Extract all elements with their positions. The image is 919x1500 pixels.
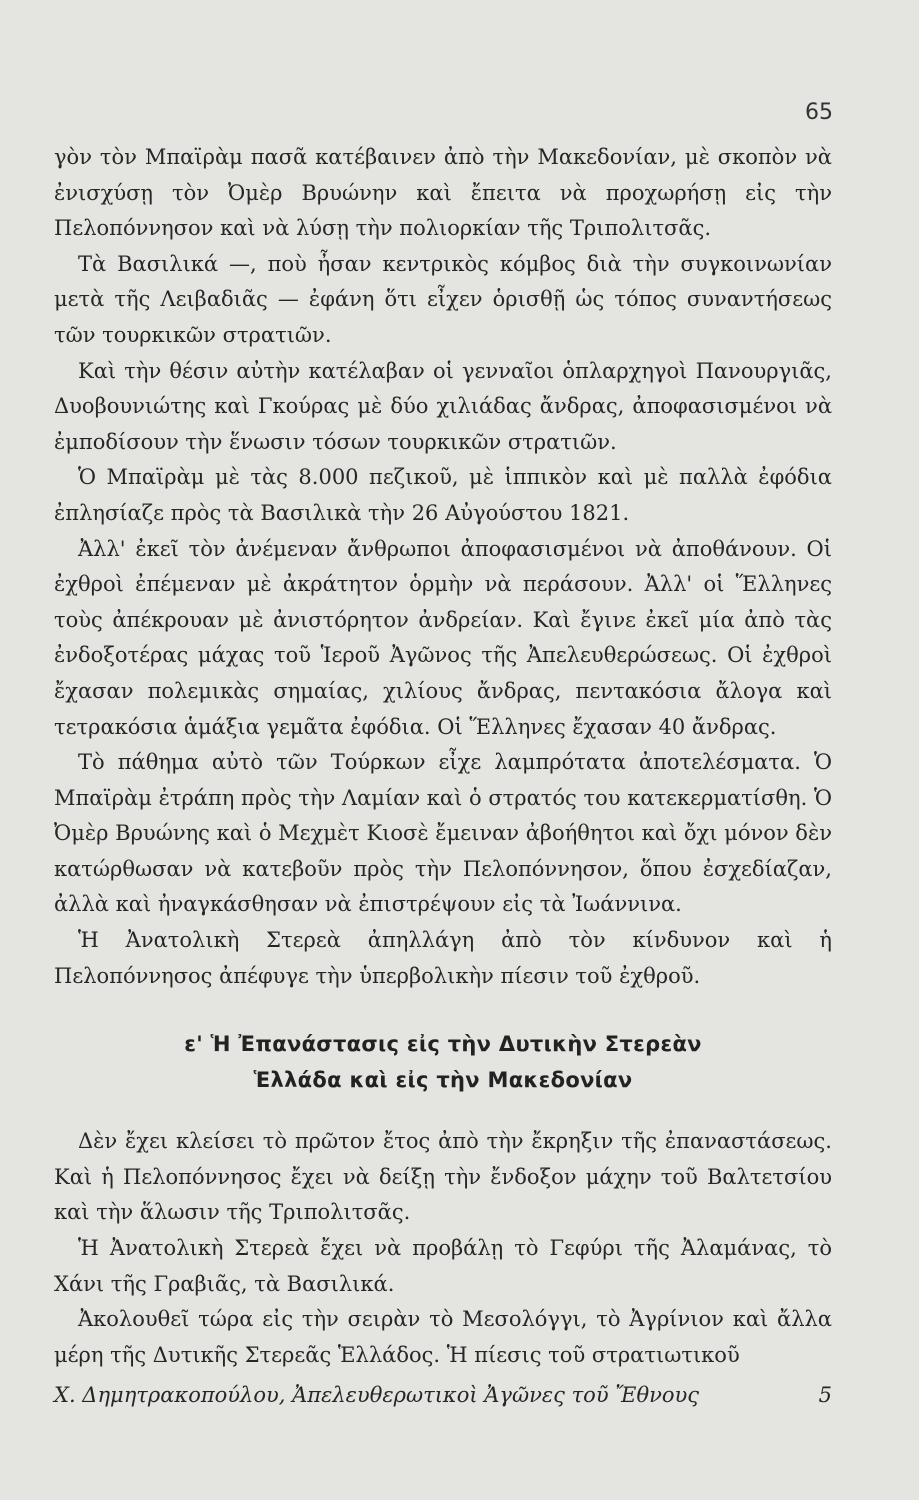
section-e-text: [54, 1124, 832, 1373]
section-heading: [54, 1026, 832, 1098]
paragraph: Τὰ Βασιλικά —, ποὺ ἦσαν κεντρικὸς κόμβος διὰ τὴν συγκοινωνίαν μετὰ τῆς Λειβαδιᾶς — ἐφάνη ὅτι εἶχεν ὁρισθῇ ὡς τόπος συναντήσεως τῶν τουρκικῶν στρατιῶν.: [54, 251, 832, 347]
paragraph: Τὸ πάθημα αὐτὸ τῶν Τούρκων εἶχε λαμπρότατα ἀποτελέσματα. Ὁ Μπαϊρὰμ ἐτράπη πρὸς τὴν Λαμίαν καὶ ὁ στρατός του κατεκερματίσθη. Ὁ Ὀμὲρ Βρυώνης καὶ ὁ Μεχμὲτ Κιοσὲ ἔμειναν ἀβοήθητοι καὶ ὄχι μόνον δὲν κατώρθωσαν νὰ κατεβοῦν πρὸς τὴν Πελοπόννησον, ὅπου ἐσχεδίαζαν, ἀλλὰ καὶ ἠναγκάσθησαν νὰ ἐπιστρέψουν εἰς τὰ Ἰωάννινα.: [54, 750, 832, 917]
paragraph: Καὶ τὴν θέσιν αὐτὴν κατέλαβαν οἱ γενναῖοι ὁπλαρχηγοὶ Πανουργιᾶς, Δυοβουνιώτης καὶ Γκούρας μὲ δύο χιλιάδας ἄνδρας, ἀποφασισμένοι νὰ ἐμποδίσουν τὴν ἕνωσιν τόσων τουρκικῶν στρατιῶν.: [54, 358, 832, 454]
paragraph: Ὁ Μπαϊρὰμ μὲ τὰς 8.000 πεζικοῦ, μὲ ἱππικὸν καὶ μὲ παλλὰ ἐφόδια ἐπλησίαζε πρὸς τὰ Βασιλικὰ τὴν 26 Αὐγούστου 1821.: [54, 465, 832, 525]
page-number: 65: [805, 100, 833, 125]
paragraph: Δὲν ἔχει κλείσει τὸ πρῶτον ἔτος ἀπὸ τὴν ἔκρηξιν τῆς ἐπαναστάσεως. Καὶ ἡ Πελοπόννησος ἔχει νὰ δείξῃ τὴν ἔνδοξον μάχην τοῦ Βαλτετσίου καὶ τὴν ἅλωσιν τῆς Τριπολιτσᾶς.: [54, 1129, 832, 1225]
paragraph: Ἀλλ' ἐκεῖ τὸν ἀνέμεναν ἄνθρωποι ἀποφασισμένοι νὰ ἀποθάνουν. Οἱ ἐχθροὶ ἐπέμεναν μὲ ἀκράτητον ὁρμὴν νὰ περάσουν. Ἀλλ' οἱ Ἕλληνες τοὺς ἀπέκρουαν μὲ ἀνιστόρητον ἀνδρείαν. Καὶ ἔγινε ἐκεῖ μία ἀπὸ τὰς ἐνδοξοτέρας μάχας τοῦ Ἱεροῦ Ἀγῶνος τῆς Ἀπελευθερώσεως. Οἱ ἐχθροὶ ἔχασαν πολεμικὰς σημαίας, χιλίους ἄνδρας, πεντακόσια ἄλογα καὶ τετρακόσια ἁμάξια γεμᾶτα ἐφόδια. Οἱ Ἕλληνες ἔχασαν 40 ἄνδρας.: [54, 536, 832, 739]
signature-mark: 5: [818, 1383, 832, 1408]
footer-citation: Χ. Δημητρακοπούλου, Ἀπελευθερωτικοὶ Ἀγῶνες τοῦ Ἔθνους: [54, 1383, 700, 1408]
body-text: [54, 140, 832, 1413]
paragraph: γὸν τὸν Μπαϊρὰμ πασᾶ κατέβαινεν ἀπὸ τὴν Μακεδονίαν, μὲ σκοπὸν νὰ ἐνισχύσῃ τὸν Ὀμὲρ Βρυώνην καὶ ἔπειτα νὰ προχωρήσῃ εἰς τὴν Πελοπόννησον καὶ νὰ λύσῃ τὴν πολιορκίαν τῆς Τριπολιτσᾶς.: [54, 145, 832, 241]
paragraph: Ἀκολουθεῖ τώρα εἰς τὴν σειρὰν τὸ Μεσολόγγι, τὸ Ἀγρίνιον καὶ ἄλλα μέρη τῆς Δυτικῆς Στερεᾶς Ἑλλάδος. Ἡ πίεσις τοῦ στρατιωτικοῦ: [54, 1307, 832, 1367]
paragraph: Ἡ Ἀνατολικὴ Στερεὰ ἔχει νὰ προβάλῃ τὸ Γεφύρι τῆς Ἀλαμάνας, τὸ Χάνι τῆς Γραβιᾶς, τὰ Βασιλικά.: [54, 1236, 832, 1296]
section-d-text: [54, 140, 832, 994]
paragraph: Ἡ Ἀνατολικὴ Στερεὰ ἀπηλλάγη ἀπὸ τὸν κίνδυνον καὶ ἡ Πελοπόννησος ἀπέφυγε τὴν ὑπερβολικὴν πίεσιν τοῦ ἐχθροῦ.: [54, 928, 832, 988]
heading-line: Ἑλλάδα καὶ εἰς τὴν Μακεδονίαν: [253, 1068, 633, 1093]
heading-line: ε' Ἡ Ἐπανάστασις εἰς τὴν Δυτικὴν Στερεὰν: [184, 1032, 702, 1057]
page-footer: [54, 1377, 832, 1413]
